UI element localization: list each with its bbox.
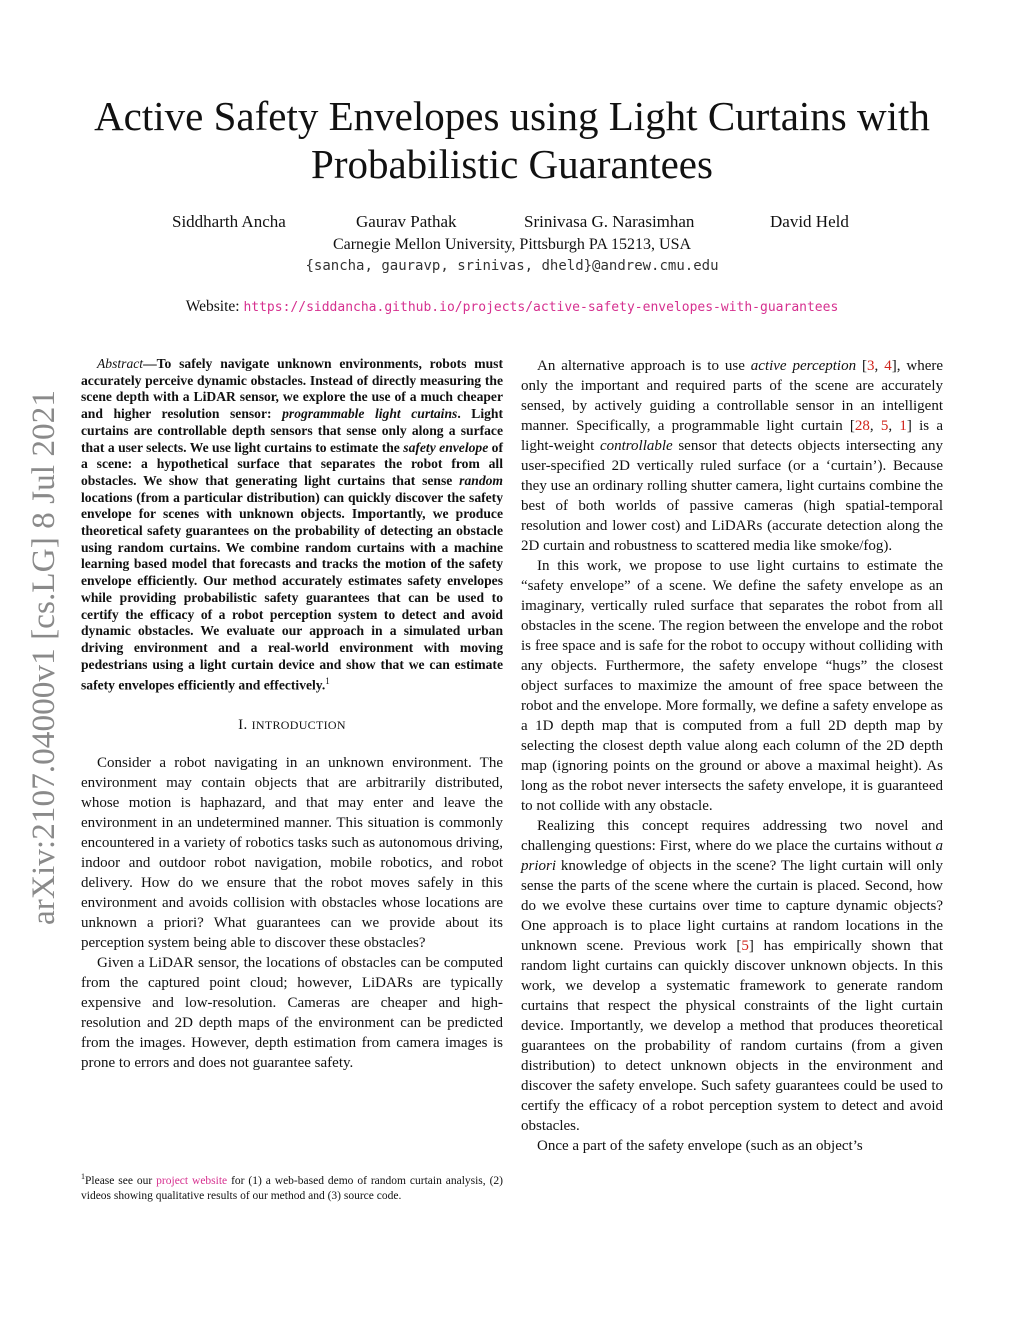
abstract <box>81 356 503 695</box>
title-line-2: Probabilistic Guarantees <box>311 141 713 187</box>
intro-paragraph: An alternative approach is to use active perception [3, 4], where only the important and required parts of the scene are accurately sensed, by actively guiding a controllable sensor in an intelligent manner. Specifically, a programmable light curtain [28, 5, 1] is a light-weight controllable sensor that detects objects intersecting any user-specified 2D vertically ruled surface (or a ‘curtain’). Because they use an ordinary rolling shutter camera, light curtains combine the best of both worlds of passive cameras (high spatial-temporal resolution and lower cost) and LiDARs (accurate detection along the 2D curtain and robustness to scattered media like smoke/fog). <box>521 358 944 554</box>
citation-link[interactable]: 3 <box>867 358 875 374</box>
title-line-1: Active Safety Envelopes using Light Curtains with <box>94 93 930 139</box>
website-line <box>60 298 964 316</box>
paper-title <box>60 92 964 188</box>
right-column <box>521 356 943 1156</box>
arxiv-identifier-text: arXiv:2107.04000v1 [cs.LG] 8 Jul 2021 <box>26 395 62 925</box>
footnote-marker[interactable]: 1 <box>325 676 330 687</box>
footnote: $^1$Please see our project website for (1) a web-based demo of random curtain analysis, (2) videos showing qualitative results of our method and (3) source code. <box>81 1172 503 1202</box>
website-link[interactable]: https://siddancha.github.io/projects/active-safety-envelopes-with-guarantees <box>243 300 839 315</box>
intro-paragraph: Consider a robot navigating in an unknown environment. The environment may contain objects that are arbitrarily distributed, whose motion is haphazard, and that may enter and leave the environment in an undetermined manner. This situation is commonly encountered in a variety of robotics tasks such as autonomous driving, indoor and outdoor robot navigation, mobile robotics, and robot delivery. How do we ensure that the robot moves safely in this environment and avoids collision with obstacles whose locations are unknown a priori? What guarantees can we provide about its perception system being able to discover these obstacles? <box>81 754 503 951</box>
citation-link[interactable]: 4 <box>884 358 892 374</box>
author-name: Srinivasa G. Narasimhan <box>524 212 695 231</box>
intro-paragraph: In this work, we propose to use light curtains to estimate the “safety envelope” of a scene. We define the safety envelope as an imaginary, vertically ruled surface that separates the robot from all obstacles in the scene. The region between the envelope and the robot is free space and is safe for the robot to occupy without colliding with any objects. Furthermore, the safety envelope “hugs” the closest object surfaces to maximize the amount of free space between the robot and the envelope. More formally, we define a safety envelope as a 1D depth map that is computed from a full 2D depth map by selecting the closest depth value along each column of the 2D depth map (ignoring points on the ground or above a maximal height). As long as the robot never intersects the safety envelope, it is guaranteed to not collide with any obstacle. <box>521 558 943 814</box>
section-heading-introduction: I. INTRODUCTION <box>238 716 346 733</box>
project-website-link[interactable]: project website <box>156 1174 228 1187</box>
footnote-mark: 1 <box>81 1172 85 1181</box>
intro-paragraph: Given a LiDAR sensor, the locations of obstacles can be computed from the captured point cloud; however, LiDARs are typically expensive and low-resolution. Cameras are cheaper and high-resolution and 2D depth maps of the environment can be predicted from the images. However, depth estimation from camera images is prone to errors and does not guarantee safety. <box>81 954 503 1071</box>
author-name: Gaurav Pathak <box>356 212 457 231</box>
left-column <box>81 356 503 1073</box>
citation-link[interactable]: 5 <box>741 938 749 954</box>
arxiv-identifier <box>4 380 74 940</box>
author-name: David Held <box>770 212 849 231</box>
citation-link[interactable]: 5 <box>880 418 889 434</box>
website-label: Website: <box>185 298 240 315</box>
citation-link[interactable]: 28 <box>854 418 870 434</box>
author-name: Siddharth Ancha <box>172 212 286 231</box>
abstract-label: Abstract <box>97 356 144 371</box>
affiliation: Carnegie Mellon University, Pittsburgh PA 15213, USA <box>332 236 692 253</box>
author-emails: {sancha, gauravp, srinivas, dheld}@andrew.cmu.edu <box>305 258 719 274</box>
intro-paragraph: Realizing this concept requires addressing two novel and challenging questions: First, where do we place the curtains without a priori knowledge of objects in the scene? The light curtain will only sense the parts of the scene where the curtain is placed. Second, how do we evolve these curtains over time to capture dynamic objects? One approach is to place light curtains at random locations in the unknown scene. Previous work [5] has empirically shown that random light curtains can quickly discover unknown objects. In this work, we develop a systematic framework to generate random curtains that respect the physical constraints of the light curtain device. Importantly, we develop a method that produces theoretical guarantees on the probability of random curtains (from a given distribution) to detect unknown objects in the environment and discover the safety envelope. Such safety guarantees could be used to certify the efficacy of a robot perception system to detect and avoid obstacles. <box>521 818 943 1134</box>
citation-link[interactable]: 1 <box>899 418 907 434</box>
intro-paragraph: Once a part of the safety envelope (such as an object’s <box>537 1138 863 1154</box>
abstract-paragraph: Abstract—To safely navigate unknown environments, robots must accurately perceive dynamic obstacles. Instead of directly measuring the scene depth with a LiDAR sensor, we explore the use of a much cheaper and higher resolution sensor: programmable light curtains. Light curtains are controllable depth sensors that sense only along a surface that a user selects. We use light curtains to estimate the safety envelope of a scene: a hypothetical surface that separates the robot from all obstacles. We show that generating light curtains that sense random locations (from a particular distribution) can quickly discover the safety envelope for scenes with unknown objects. Importantly, we produce theoretical safety guarantees on the probability of detecting an obstacle using random curtains. We combine random curtains with a machine learning based model that forecasts and tracks the motion of the safety envelope efficiently. Our method accurately estimates safety envelopes while providing probabilistic safety guarantees that can be used to certify the efficacy of a robot perception system to detect and avoid dynamic obstacles. We evaluate our approach in a simulated urban driving environment and a real-world environment with moving pedestrians using a light curtain device and show that we can estimate safety envelopes efficiently and effectively.$^1$ <box>81 356 504 693</box>
